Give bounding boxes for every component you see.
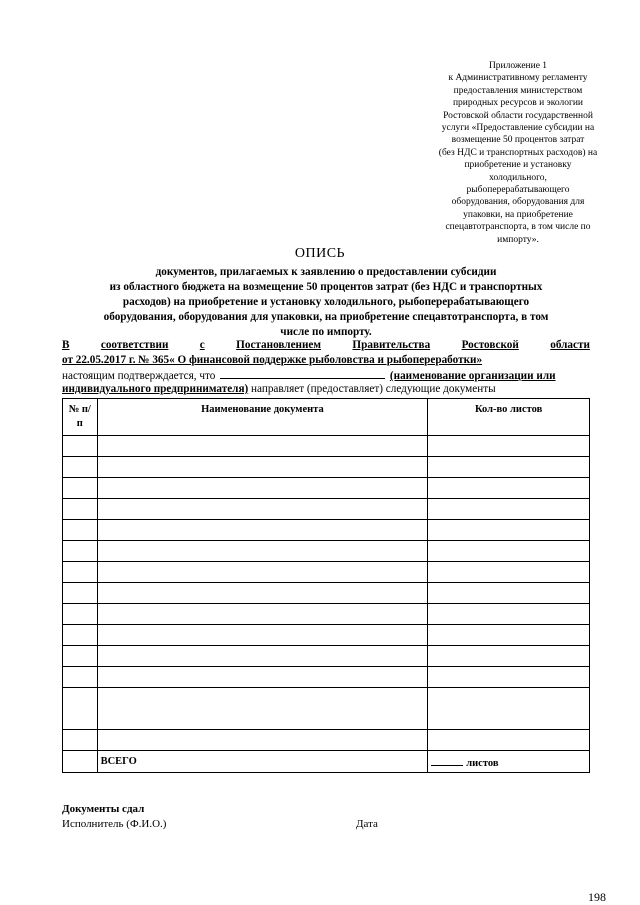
table-header-row [63, 399, 590, 436]
org-name-hint: (наименование организации или [389, 370, 556, 383]
subtitle-line: документов, прилагаемых к заявлению о предоставлении субсидии [155, 266, 497, 278]
intro-paragraph [62, 338, 590, 396]
total-label: ВСЕГО [97, 751, 428, 773]
appendix-line: импорту». [497, 234, 539, 245]
paragraph-line-4 [62, 382, 590, 397]
appendix-line: оборудования, оборудования для [451, 197, 585, 208]
word: области [550, 339, 590, 351]
total-sheets [428, 751, 590, 773]
header-sheet-count: Кол-во листов [428, 399, 590, 436]
word: Правительства [352, 339, 431, 351]
paragraph-line-3 [62, 367, 590, 382]
word: В [62, 339, 70, 351]
document-title: ОПИСЬ [294, 246, 346, 261]
table-row [63, 625, 590, 646]
header-document-name: Наименование документа [97, 399, 428, 436]
table-row [63, 520, 590, 541]
word: соответствии [100, 339, 169, 351]
appendix-line: природных ресурсов и экологии [452, 98, 584, 109]
submitted-label: Документы сдал [62, 803, 145, 815]
word: с [199, 339, 205, 351]
table-row [63, 541, 590, 562]
table-row [63, 667, 590, 688]
lead-text: настоящим подтверждается, что [62, 370, 216, 383]
document-subtitle [62, 265, 590, 340]
paragraph-line-2: от 22.05.2017 г. № 365« О финансовой поддержке рыболовства и рыбопереработки» [62, 353, 483, 366]
subtitle-line: расходов) на приобретение и установку холодильного, рыбоперерабатывающего [122, 296, 530, 308]
appendix-line: Ростовской области государственной [443, 110, 593, 121]
table-row [63, 457, 590, 478]
total-unit: листов [466, 757, 499, 769]
table-row [63, 436, 590, 457]
table-row [63, 688, 590, 730]
table-row [63, 730, 590, 751]
table-row [63, 478, 590, 499]
date-label: Дата [356, 818, 378, 830]
appendix-block [418, 60, 618, 246]
appendix-line: приобретение и установку [464, 160, 572, 171]
page-number: 198 [588, 890, 606, 904]
subtitle-line: из областного бюджета на возмещение 50 процентов затрат (без НДС и транспортных [109, 281, 543, 293]
entrepreneur-hint: индивидуального предпринимателя) [62, 382, 249, 395]
header-number: № п/п [63, 399, 98, 436]
directs-text: направляет (предоставляет) следующие документы [248, 382, 496, 395]
appendix-line: услуги «Предоставление субсидии на [441, 123, 595, 134]
subtitle-line: числе по импорту. [280, 326, 372, 338]
word: Ростовской [461, 339, 519, 351]
appendix-line: холодильного, [489, 172, 547, 183]
total-count-blank [431, 755, 463, 766]
appendix-line: к Административному регламенту [448, 73, 588, 84]
paragraph-line-1 [62, 338, 590, 353]
subtitle-line: оборудования, оборудования для упаковки, на приобретение спецавтотранспорта, в том [103, 311, 549, 323]
appendix-line: рыбоперерабатывающего [466, 185, 570, 196]
appendix-line: спецавтотранспорта, в том числе по [445, 222, 591, 233]
appendix-line: упаковки, на приобретение [463, 209, 573, 220]
word: Постановлением [236, 339, 322, 351]
appendix-line: возмещение 50 процентов затрат [451, 135, 585, 146]
appendix-line: предоставления министерством [453, 85, 583, 96]
appendix-line: Приложение 1 [488, 61, 548, 71]
org-name-blank [220, 367, 385, 379]
executor-label: Исполнитель (Ф.И.О.) [62, 818, 167, 830]
table-row [63, 604, 590, 625]
table-row [63, 583, 590, 604]
table-row [63, 562, 590, 583]
appendix-line: (без НДС и транспортных расходов) на [438, 147, 598, 158]
total-row [63, 751, 590, 773]
table-row [63, 499, 590, 520]
table-row [63, 646, 590, 667]
documents-table [62, 398, 590, 773]
